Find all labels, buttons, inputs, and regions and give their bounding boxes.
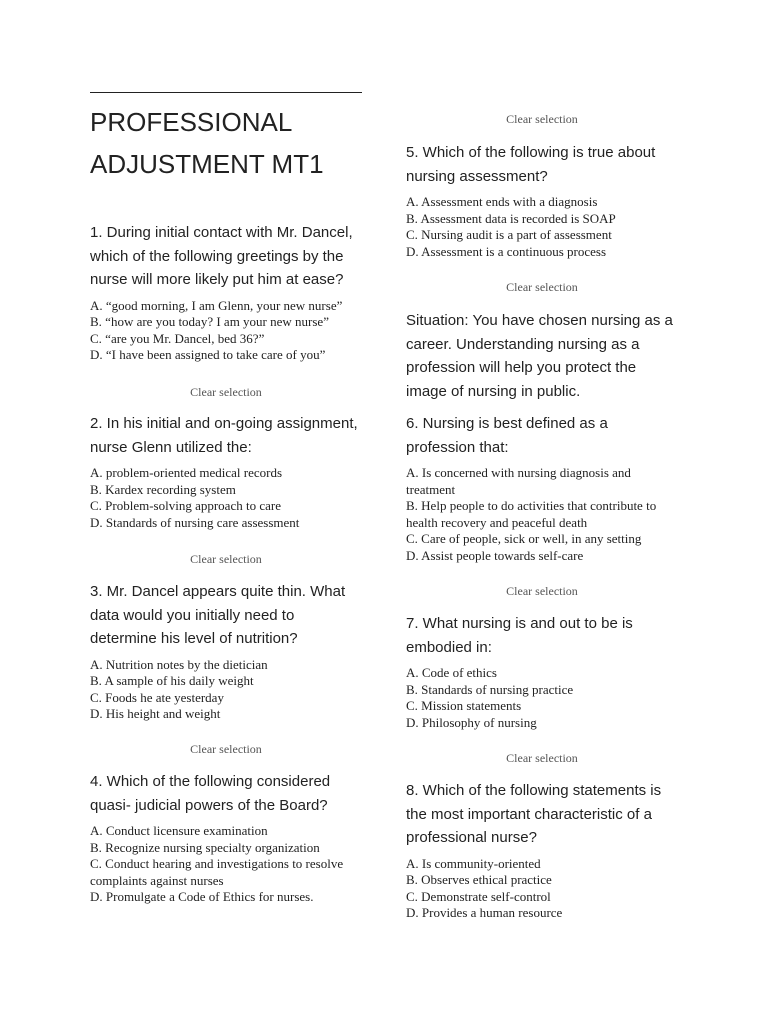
clear-selection-button[interactable]: Clear selection (506, 751, 578, 765)
situation-text: Situation: You have chosen nursing as a career. Understanding nursing as a profession will help you protect the image of nursing in public. (406, 312, 673, 400)
option-b[interactable]: B. “how are you today? I am your new nurse” (90, 314, 329, 329)
option-a[interactable]: A. “good morning, I am Glenn, your new nurse” (90, 297, 343, 313)
option-list (406, 465, 678, 564)
clear-selection-button[interactable]: Clear selection (506, 584, 578, 598)
option-d[interactable]: D. Provides a human resource (406, 905, 563, 920)
header-rule (90, 92, 362, 93)
question-text: 6. Nursing is best defined as a profession that: (406, 415, 608, 456)
option-list (90, 823, 365, 906)
option-d[interactable]: D. Promulgate a Code of Ethics for nurses. (90, 889, 314, 904)
question-text: 5. Which of the following is true about nursing assessment? (406, 144, 656, 185)
question-4 (90, 770, 365, 906)
option-list (90, 465, 365, 531)
question-8 (406, 779, 678, 922)
question-text: 2. In his initial and on-going assignment, nurse Glenn utilized the: (90, 415, 358, 456)
option-d[interactable]: D. Philosophy of nursing (406, 714, 537, 730)
question-5 (406, 141, 678, 260)
option-c[interactable]: C. Demonstrate self-control (406, 888, 551, 904)
option-c[interactable]: C. Conduct hearing and investigations to resolve complaints against nurses (90, 856, 344, 888)
option-list (406, 665, 678, 731)
option-b[interactable]: B. A sample of his daily weight (90, 673, 254, 688)
option-b[interactable]: B. Observes ethical practice (406, 872, 552, 887)
option-c[interactable]: C. “are you Mr. Dancel, bed 36?” (90, 330, 265, 346)
question-text: 7. What nursing is and out to be is embodied in: (406, 615, 633, 656)
option-a[interactable]: A. Is community-oriented (406, 855, 541, 871)
option-a[interactable]: A. problem-oriented medical records (90, 465, 283, 480)
option-a[interactable]: A. Is concerned with nursing diagnosis and treatment (406, 465, 631, 497)
option-list (406, 194, 678, 260)
question-6 (406, 412, 678, 564)
question-1 (90, 221, 365, 364)
question-text: 8. Which of the following statements is the most important characteristic of a professional nurse? (406, 782, 662, 846)
option-c[interactable]: C. Foods he ate yesterday (90, 689, 224, 705)
clear-selection-button[interactable]: Clear selection (506, 280, 578, 294)
option-list (90, 657, 365, 723)
clear-selection-button[interactable]: Clear selection (190, 552, 262, 566)
option-d[interactable]: D. Assessment is a continuous process (406, 243, 607, 259)
option-d[interactable]: D. Standards of nursing care assessment (90, 514, 300, 530)
option-d[interactable]: D. “I have been assigned to take care of you” (90, 347, 326, 362)
option-a[interactable]: A. Assessment ends with a diagnosis (406, 194, 598, 209)
clear-selection-button[interactable]: Clear selection (190, 742, 262, 756)
option-b[interactable]: B. Kardex recording system (90, 481, 236, 497)
option-c[interactable]: C. Care of people, sick or well, in any setting (406, 531, 642, 546)
page-title: PROFESSIONAL ADJUSTMENT MT1 (90, 107, 324, 179)
option-b[interactable]: B. Assessment data is recorded is SOAP (406, 210, 616, 226)
option-b[interactable]: B. Recognize nursing specialty organization (90, 839, 320, 855)
question-text: 3. Mr. Dancel appears quite thin. What data would you initially need to determine his level of nutrition? (90, 583, 346, 647)
option-b[interactable]: B. Help people to do activities that contribute to health recovery and peaceful death (406, 498, 657, 530)
option-b[interactable]: B. Standards of nursing practice (406, 681, 574, 697)
option-d[interactable]: D. Assist people towards self-care (406, 547, 584, 563)
option-list (406, 856, 678, 922)
option-d[interactable]: D. His height and weight (90, 706, 221, 721)
situation-block (406, 309, 678, 403)
question-7 (406, 612, 678, 731)
question-3 (90, 580, 365, 723)
option-a[interactable]: A. Code of ethics (406, 665, 497, 680)
question-2 (90, 412, 365, 531)
question-text: 4. Which of the following considered quasi- judicial powers of the Board? (90, 773, 331, 814)
clear-selection-button[interactable]: Clear selection (506, 112, 578, 126)
option-a[interactable]: A. Conduct licensure examination (90, 823, 268, 838)
clear-selection-button[interactable]: Clear selection (190, 385, 262, 399)
option-a[interactable]: A. Nutrition notes by the dietician (90, 656, 268, 672)
option-c[interactable]: C. Nursing audit is a part of assessment (406, 227, 612, 242)
question-text: 1. During initial contact with Mr. Dancel, which of the following greetings by the nurse will more likely put him at ease? (90, 224, 353, 288)
option-list (90, 298, 365, 364)
option-c[interactable]: C. Problem-solving approach to care (90, 498, 281, 513)
option-c[interactable]: C. Mission statements (406, 698, 522, 713)
